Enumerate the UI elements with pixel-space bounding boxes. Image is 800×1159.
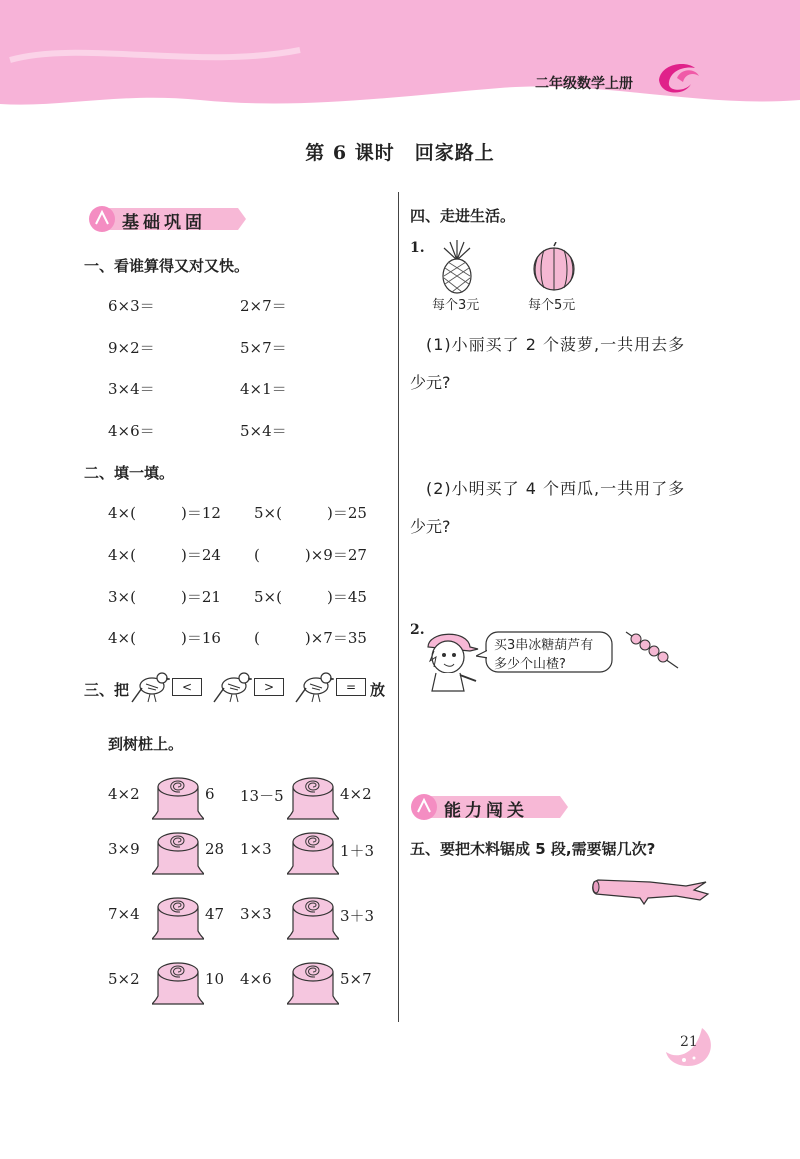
question2-line1: (2)小明买了 4 个西瓜,一共用了多 — [426, 479, 686, 498]
section3-line2: 到树桩上。 — [108, 735, 184, 753]
stump-right-expression: 47 — [205, 905, 225, 923]
page-number: 21 — [680, 1034, 698, 1050]
bubble-text — [494, 636, 593, 674]
stump-left-expression: 4×2 — [108, 785, 140, 803]
banner-basic-label: 基础巩固 — [122, 213, 206, 233]
calc-row — [108, 337, 155, 358]
calc-item: 4×1＝ — [240, 380, 287, 398]
section3-prefix: 三、把 — [84, 681, 130, 699]
stump-right-expression: 4×2 — [340, 785, 372, 803]
pineapple-price: 每个3元 — [432, 298, 480, 313]
tree-stump-icon[interactable] — [287, 830, 339, 880]
bird-icon — [212, 668, 252, 708]
fill-item: 3×( )＝21 — [108, 588, 221, 606]
stump-right-expression: 10 — [205, 970, 225, 988]
calc-row — [108, 295, 155, 316]
stump-left-expression: 1×3 — [240, 840, 272, 858]
calc-item: 5×7＝ — [240, 339, 287, 357]
book-title: 二年级数学上册 — [535, 76, 633, 92]
bubble-line-1: 买3串冰糖葫芦有 — [494, 638, 594, 653]
lesson-title: 第 6 课时 回家路上 — [305, 142, 495, 164]
fill-item: 4×( )＝16 — [108, 629, 221, 647]
calc-row — [108, 420, 155, 441]
problem1-number: 1. — [410, 240, 425, 256]
tree-stump-icon[interactable] — [152, 960, 204, 1010]
calc-row — [240, 295, 287, 316]
pineapple-icon — [432, 238, 482, 294]
calc-row — [240, 420, 287, 441]
calc-row — [240, 378, 287, 399]
tree-stump-icon[interactable] — [152, 830, 204, 880]
stump-left-expression: 5×2 — [108, 970, 140, 988]
candied-haws-icon — [622, 628, 682, 672]
calc-row — [240, 337, 287, 358]
tree-stump-icon[interactable] — [152, 895, 204, 945]
log-icon — [590, 876, 712, 908]
section3-suffix: 放 — [370, 681, 386, 699]
stump-right-expression: 3＋3 — [340, 907, 375, 925]
bird-icon — [294, 668, 334, 708]
tree-stump-icon[interactable] — [287, 895, 339, 945]
calc-item: 2×7＝ — [240, 297, 287, 315]
watermelon-price: 每个5元 — [528, 298, 576, 313]
bird-sign-greater — [212, 668, 292, 708]
problem2-number: 2. — [410, 622, 425, 638]
calc-item: 5×4＝ — [240, 422, 287, 440]
stump-right-expression: 28 — [205, 840, 225, 858]
question1-line2: 少元? — [410, 373, 451, 392]
stump-right-expression: 6 — [205, 785, 215, 803]
calc-row — [108, 378, 155, 399]
banner-ability — [410, 792, 570, 822]
stump-left-expression: 7×4 — [108, 905, 140, 923]
question2-line2: 少元? — [410, 517, 451, 536]
stump-left-expression: 3×9 — [108, 840, 140, 858]
section1-title: 一、看谁算得又对又快。 — [84, 257, 250, 275]
fill-item: ( )×9＝27 — [254, 546, 367, 564]
tree-stump-icon[interactable] — [287, 960, 339, 1010]
bubble-line-2: 多少个山楂? — [494, 657, 566, 672]
calc-item: 3×4＝ — [108, 380, 155, 398]
less-than-sign: < — [172, 678, 202, 696]
fill-item: 4×( )＝12 — [108, 504, 221, 522]
section2-title: 二、填一填。 — [84, 464, 175, 482]
stump-left-expression: 3×3 — [240, 905, 272, 923]
fill-item: ( )×7＝35 — [254, 629, 367, 647]
fill-item: 5×( )＝45 — [254, 588, 367, 606]
stump-right-expression: 1＋3 — [340, 842, 375, 860]
publisher-logo-icon — [655, 58, 703, 98]
calc-item: 9×2＝ — [108, 339, 155, 357]
tree-stump-icon[interactable] — [152, 775, 204, 825]
watermelon-icon — [532, 242, 576, 292]
section4-title: 四、走进生活。 — [410, 207, 516, 225]
section5-title: 五、要把木料锯成 5 段,需要锯几次? — [410, 840, 656, 858]
equal-sign: = — [336, 678, 366, 696]
tree-stump-icon[interactable] — [287, 775, 339, 825]
stump-left-expression: 13－5 — [240, 787, 284, 805]
banner-basic — [88, 204, 248, 234]
stump-left-expression: 4×6 — [240, 970, 272, 988]
fill-item: 4×( )＝24 — [108, 546, 221, 564]
calc-item: 6×3＝ — [108, 297, 155, 315]
banner-ability-label: 能力闯关 — [444, 801, 528, 821]
question1-line1: (1)小丽买了 2 个菠萝,一共用去多 — [426, 335, 686, 354]
fill-item: 5×( )＝25 — [254, 504, 367, 522]
calc-item: 4×6＝ — [108, 422, 155, 440]
bird-icon — [130, 668, 170, 708]
column-divider — [398, 192, 399, 1022]
greater-than-sign: > — [254, 678, 284, 696]
bird-sign-less — [130, 668, 210, 708]
stump-right-expression: 5×7 — [340, 970, 372, 988]
bird-sign-equal — [294, 668, 374, 708]
boy-icon — [420, 625, 484, 695]
